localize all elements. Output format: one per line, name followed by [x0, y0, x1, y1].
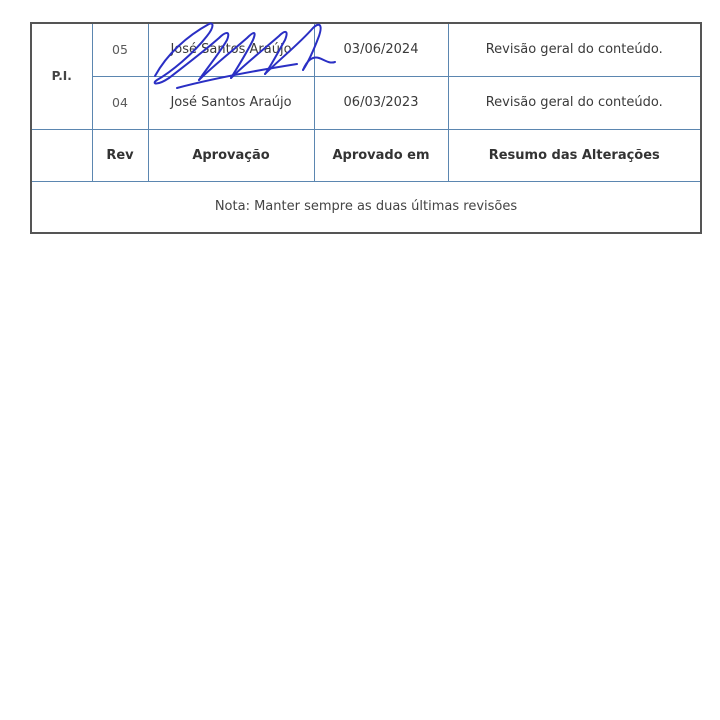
- table-row: [31, 76, 701, 129]
- change-summary: Revisão geral do conteúdo.: [448, 76, 701, 129]
- header-summary: Resumo das Alterações: [448, 129, 701, 181]
- header-approved-on: Aprovado em: [314, 129, 448, 181]
- header-rev: Rev: [92, 129, 148, 181]
- approved-date: 03/06/2024: [314, 23, 448, 76]
- revision-table: [30, 22, 702, 234]
- approver-name: José Santos Araújo: [148, 76, 314, 129]
- pi-label: P.I.: [31, 23, 92, 129]
- change-summary: Revisão geral do conteúdo.: [448, 23, 701, 76]
- table-row: [31, 23, 701, 76]
- rev-number: 04: [92, 76, 148, 129]
- approver-name: José Santos Araújo: [170, 42, 292, 58]
- table-note: Nota: Manter sempre as duas últimas revisões: [31, 181, 701, 233]
- approver-cell: [148, 23, 314, 76]
- note-row: [31, 181, 701, 233]
- table-header-row: [31, 129, 701, 181]
- empty-header-cell: [31, 129, 92, 181]
- header-approval: Aprovação: [148, 129, 314, 181]
- rev-number: 05: [92, 23, 148, 76]
- approved-date: 06/03/2023: [314, 76, 448, 129]
